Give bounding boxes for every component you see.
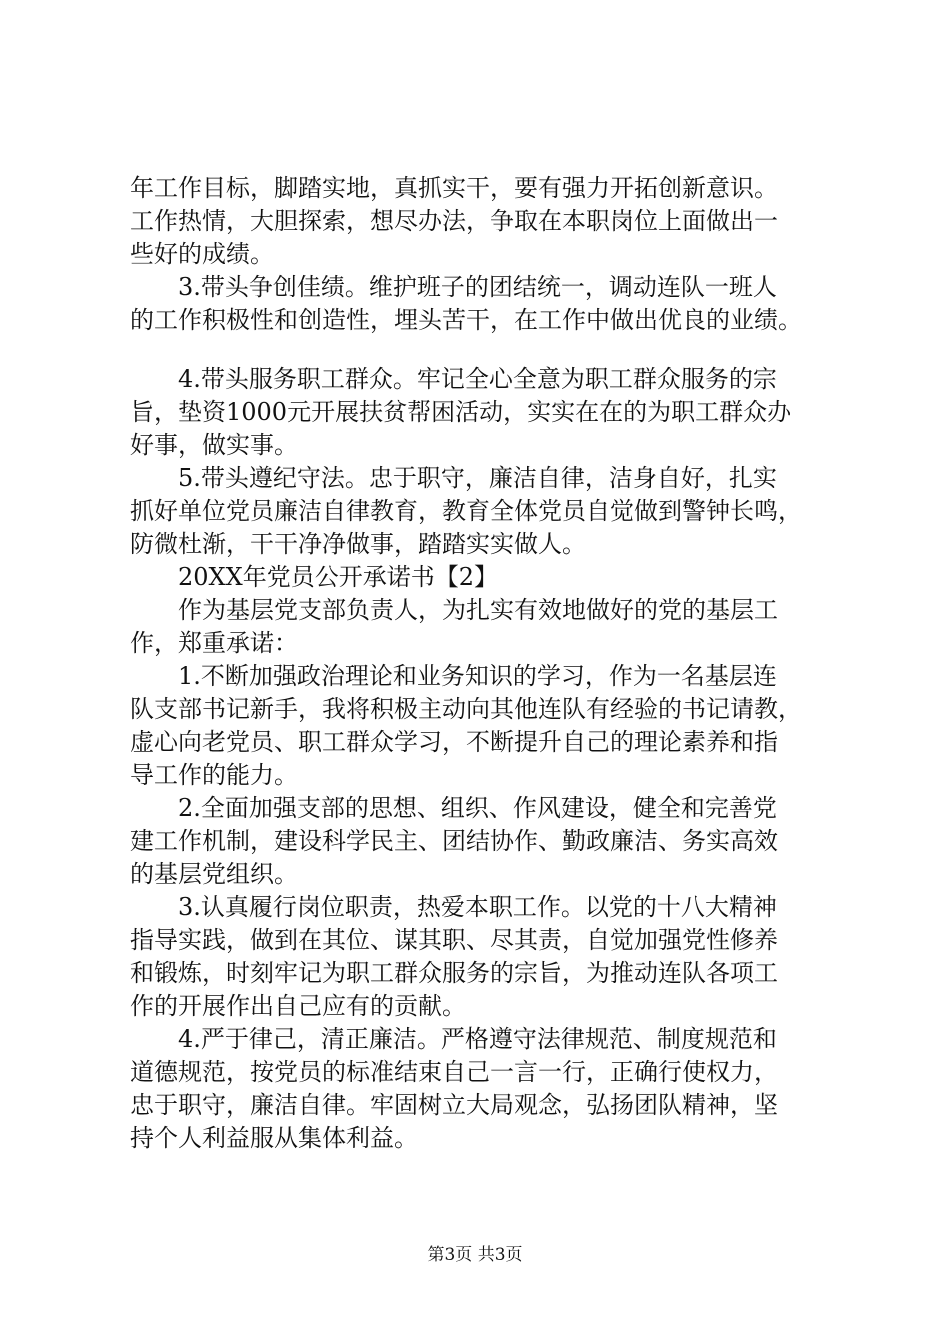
paragraph-gap <box>130 337 830 363</box>
text-line: 旨，垫资1000元开展扶贫帮困活动，实实在在的为职工群众办 <box>130 398 792 426</box>
text-line: 工作热情，大胆探索，想尽办法，争取在本职岗位上面做出一 <box>130 207 778 235</box>
text-line: 建工作机制，建设科学民主、团结协作、勤政廉洁、务实高效 <box>130 827 778 855</box>
text-line: 作的开展作出自己应有的贡献。 <box>130 992 466 1020</box>
text-line: 导工作的能力。 <box>130 761 298 789</box>
text-line: 忠于职守，廉洁自律。牢固树立大局观念，弘扬团队精神，坚 <box>130 1091 778 1119</box>
page-number-footer: 第3页 共3页 <box>427 1245 523 1265</box>
text-line: 作为基层党支部负责人，为扎实有效地做好的党的基层工 <box>178 596 778 624</box>
text-line: 和锻炼，时刻牢记为职工群众服务的宗旨，为推动连队各项工 <box>130 959 778 987</box>
text-line: 作，郑重承诺： <box>130 629 298 657</box>
section-heading: 20XX年党员公开承诺书【2】 <box>178 563 498 591</box>
document-body <box>130 172 830 1155</box>
text-line: 抓好单位党员廉洁自律教育，教育全体党员自觉做到警钟长鸣， <box>130 497 802 525</box>
text-line: 3.带头争创佳绩。维护班子的团结统一，调动连队一班人 <box>178 273 777 301</box>
text-line: 指导实践，做到在其位、谋其职、尽其责，自觉加强党性修养 <box>130 926 778 954</box>
text-line: 的基层党组织。 <box>130 860 298 888</box>
text-line: 3.认真履行岗位职责，热爱本职工作。以党的十八大精神 <box>178 893 777 921</box>
text-line: 防微杜渐，干干净净做事，踏踏实实做人。 <box>130 530 586 558</box>
text-line: 2.全面加强支部的思想、组织、作风建设，健全和完善党 <box>178 794 777 822</box>
text-line: 虚心向老党员、职工群众学习，不断提升自己的理论素养和指 <box>130 728 778 756</box>
text-line: 1.不断加强政治理论和业务知识的学习，作为一名基层连 <box>178 662 777 690</box>
text-line: 4.带头服务职工群众。牢记全心全意为职工群众服务的宗 <box>178 365 777 393</box>
text-line: 好事，做实事。 <box>130 431 298 459</box>
text-line: 些好的成绩。 <box>130 240 274 268</box>
text-line: 道德规范，按党员的标准结束自己一言一行，正确行使权力， <box>130 1058 778 1086</box>
text-line: 5.带头遵纪守法。忠于职守，廉洁自律，洁身自好，扎实 <box>178 464 777 492</box>
text-line: 的工作积极性和创造性，埋头苦干，在工作中做出优良的业绩。 <box>130 306 802 334</box>
text-line: 持个人利益服从集体利益。 <box>130 1124 418 1152</box>
text-line: 4.严于律己，清正廉洁。严格遵守法律规范、制度规范和 <box>178 1025 777 1053</box>
text-line: 年工作目标，脚踏实地，真抓实干，要有强力开拓创新意识。 <box>130 174 778 202</box>
text-line: 队支部书记新手，我将积极主动向其他连队有经验的书记请教， <box>130 695 802 723</box>
